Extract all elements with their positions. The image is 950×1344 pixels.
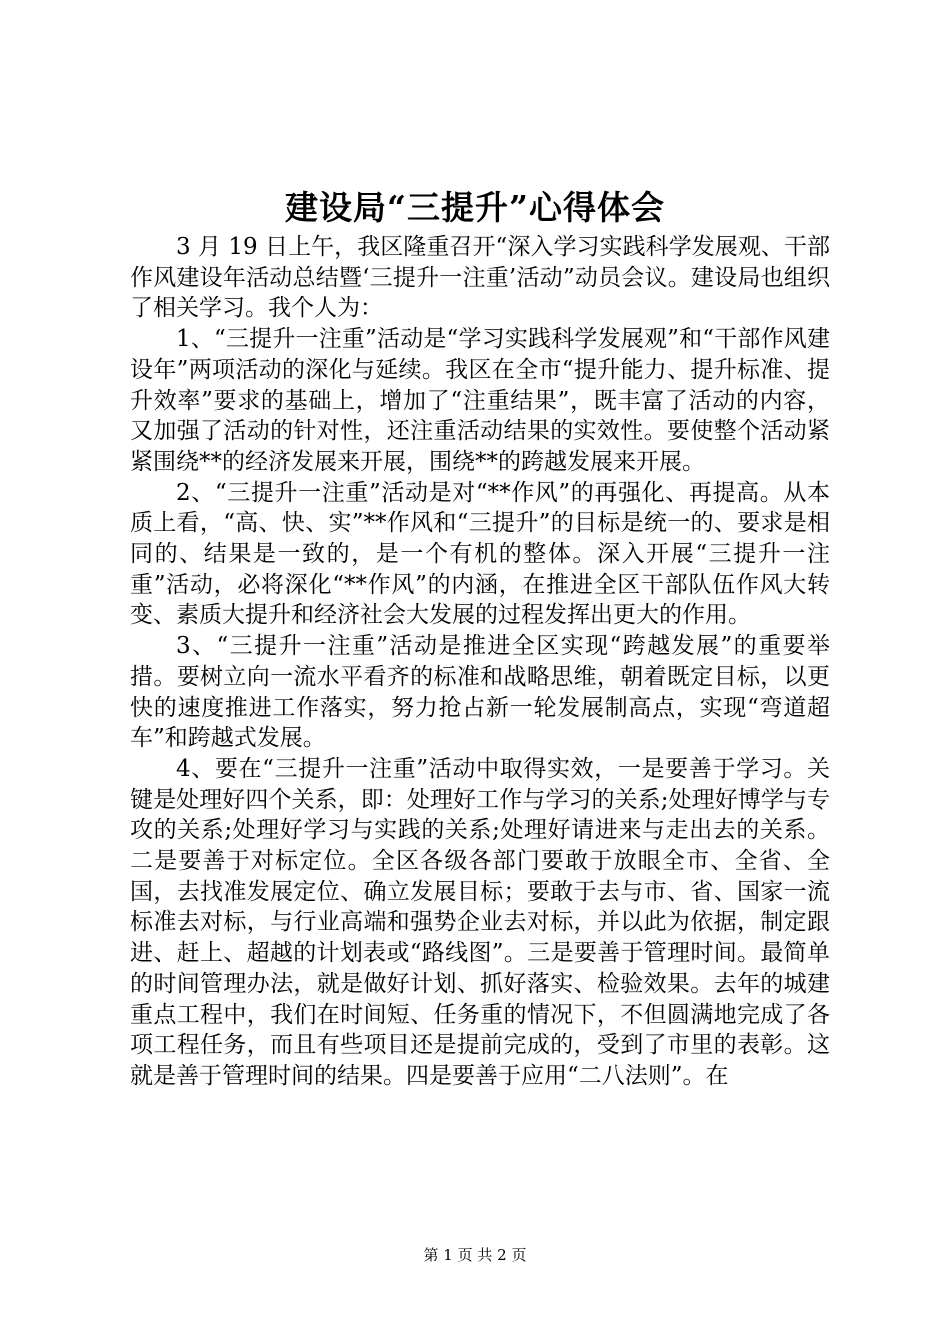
point-4-paragraph: 4、要在“三提升一注重”活动中取得实效，一是要善于学习。关键是处理好四个关系，即：处理好工作与学习的关系;处理好博学与专攻的关系;处理好学习与实践的关系;处理好请进来与走出去的关系。二是要善于对标定位。全区各级各部门要敢于放眼全市、全省、全国，去找准发展定位、确立发展目标；要敢于去与市、省、国家一流标准去对标，与行业高端和强势企业去对标，并以此为依据，制定跟进、赶上、超越的计划表或“路线图”。三是要善于管理时间。最简单的时间管理办法，就是做好计划、抓好落实、检验效果。去年的城建重点工程中，我们在时间短、任务重的情况下，不但圆满地完成了各项工程任务，而且有些项目还是提前完成的，受到了市里的表彰。这就是善于管理时间的结果。四是要善于应用“二八法则”。在: [130, 755, 830, 1089]
page-indicator: 第 1 页 共 2 页: [423, 1246, 527, 1264]
document-title: 建设局“三提升”心得体会: [285, 188, 665, 227]
point-1-paragraph: 1、“三提升一注重”活动是“学习实践科学发展观”和“干部作风建设年”两项活动的深化与延续。我区在全市“提升能力、提升标准、提升效率”要求的基础上，增加了“注重结果”，既丰富了活动的内容，又加强了活动的针对性，还注重活动结果的实效性。要使整个活动紧紧围绕**的经济发展来开展，围绕**的跨越发展来开展。: [130, 326, 830, 475]
document-body: [130, 232, 830, 1092]
intro-paragraph: 3 月 19 日上午，我区隆重召开“深入学习实践科学发展观、干部作风建设年活动总结暨‘三提升一注重’活动”动员会议。建设局也组织了相关学习。我个人为：: [130, 234, 830, 322]
point-3-paragraph: 3、“三提升一注重”活动是推进全区实现“跨越发展”的重要举措。要树立向一流水平看齐的标准和战略思维，朝着既定目标，以更快的速度推进工作落实，努力抢占新一轮发展制高点，实现“弯道超车”和跨越式发展。: [130, 633, 830, 752]
page-footer: [0, 1245, 950, 1265]
point-2-paragraph: 2、“三提升一注重”活动是对“**作风”的再强化、再提高。从本质上看，“高、快、实”**作风和“三提升”的目标是统一的、要求是相同的、结果是一致的，是一个有机的整体。深入开展“三提升一注重”活动，必将深化“**作风”的内涵，在推进全区干部队伍作风大转变、素质大提升和经济社会大发展的过程发挥出更大的作用。: [130, 479, 830, 629]
